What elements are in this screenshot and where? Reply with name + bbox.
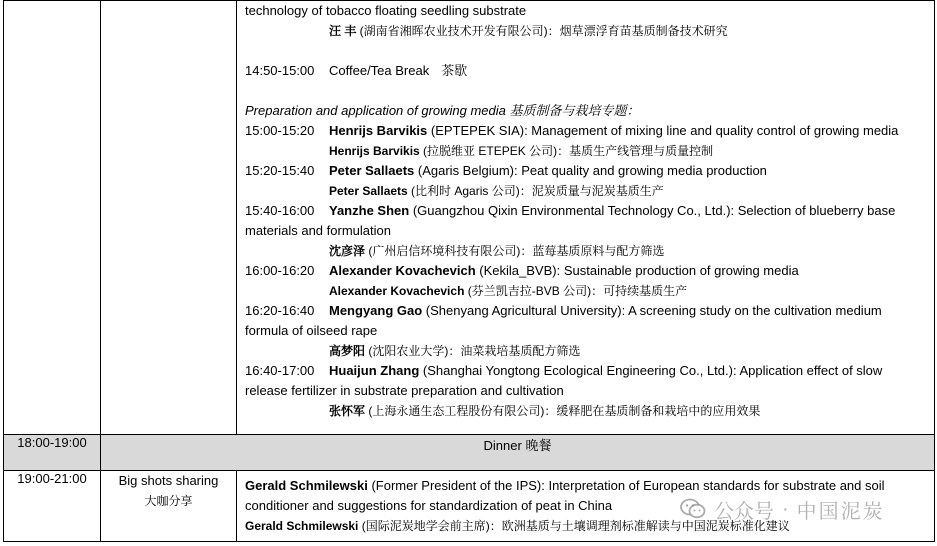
speaker-cn-name: Henrijs Barvikis (329, 144, 420, 158)
evening-topic (101, 471, 237, 542)
talk-title: (Guangzhou Qixin Environmental Technology Co., Ltd.): Selection of blueberry base (409, 203, 896, 218)
talk-title: (Shanghai Yongtong Ecological Engineering Co., Ltd.): Application effect of slow (419, 363, 883, 378)
watermark (680, 494, 885, 524)
break-label-cn: 茶歇 (441, 63, 468, 78)
speaker-name: Henrijs Barvikis (329, 123, 428, 138)
talk-cn-line (237, 241, 934, 261)
talk-time: 16:00-16:20 (245, 263, 315, 278)
session-row (4, 1, 935, 435)
talk-cn-title: (拉脱维亚 ETEPEK 公司)：基质生产线管理与质量控制 (419, 144, 714, 158)
talk-time: 16:40-17:00 (245, 363, 315, 378)
break-time: 14:50-15:00 (245, 63, 315, 78)
program-cell (237, 1, 935, 435)
talk-cn-title: (湖南省湘晖农业技术开发有限公司)：烟草漂浮育苗基质制备技术研究 (356, 24, 728, 38)
speaker-cn-name: 张怀军 (329, 404, 366, 418)
topic-cell-empty (101, 1, 237, 435)
dinner-time: 18:00-19:00 (4, 435, 101, 471)
talk-time: 15:40-16:00 (245, 203, 315, 218)
speaker-name: Huaijun Zhang (329, 363, 420, 378)
time-cell-empty (4, 1, 101, 435)
watermark-account: 公众号 (714, 500, 774, 523)
talk-cn-line (237, 181, 934, 201)
talk-title: (Former President of the IPS): Interpretation of European standards for substrate and soil (367, 478, 885, 493)
talk-cn-title: (上海永通生态工程股份有限公司)：缓释肥在基质制备和栽培中的应用效果 (365, 404, 761, 418)
talk-list (237, 121, 934, 421)
talk-title-continued: formula of oilseed rape (245, 323, 378, 338)
talk-title: (Kekila_BVB): Sustainable production of growing media (475, 263, 799, 278)
break-label: Coffee/Tea Break (329, 63, 430, 78)
dinner-row (4, 435, 935, 471)
session-title-text: Preparation and application of growing media 基质制备与栽培专题： (245, 103, 640, 118)
talk-title-continued: release fertilizer in substrate preparation and cultivation (245, 383, 564, 398)
talk-line (237, 361, 934, 381)
talk-time: 16:20-16:40 (245, 303, 315, 318)
evening-talk-line1 (237, 476, 934, 496)
evening-title-en: Big shots sharing (118, 473, 219, 488)
spacer (237, 41, 934, 61)
talk-cn-title: (沈阳农业大学)：油菜栽培基质配方筛选 (365, 344, 581, 358)
talk-cn-title: (国际泥炭地学会前主席)：欧洲基质与土壤调理剂标准解读与中国泥炭标准化建议 (358, 519, 790, 533)
talk-line (237, 261, 934, 281)
evening-time: 19:00-21:00 (4, 471, 101, 542)
speaker-name: Gerald Schmilewski (245, 478, 368, 493)
schedule-table (3, 0, 935, 542)
talk-line (237, 121, 934, 141)
talk-line (237, 301, 934, 321)
speaker-name: Yanzhe Shen (329, 203, 410, 218)
speaker-cn-name: 沈彦泽 (329, 244, 366, 258)
speaker-name: Peter Sallaets (329, 163, 415, 178)
speaker-cn-name: 高梦阳 (329, 344, 366, 358)
speaker-cn-name: 汪 丰 (329, 24, 357, 38)
evening-title-cn: 大咖分享 (144, 494, 193, 508)
talk-time: 15:00-15:20 (245, 123, 315, 138)
talk-cn-title: (广州启信环境科技有限公司)：蓝莓基质原料与配方筛选 (365, 244, 665, 258)
talk-line (237, 161, 934, 181)
talk-cn-line (237, 401, 934, 421)
talk-cn-line (237, 341, 934, 361)
evening-talk-line2: conditioner and suggestions for standardization of peat in China (245, 498, 613, 513)
speaker-cn-name: Gerald Schmilewski (245, 519, 359, 533)
talk-cn-line (237, 141, 934, 161)
speaker-cn-name: Peter Sallaets (329, 184, 408, 198)
break-line (237, 61, 934, 81)
talk-cn-title: (芬兰凯吉拉-BVB 公司)：可持续基质生产 (464, 284, 688, 298)
talk-line (237, 201, 934, 221)
talk-time: 15:20-15:40 (245, 163, 315, 178)
talk-cn-title: (比利时 Agaris 公司)：泥炭质量与泥炭基质生产 (407, 184, 664, 198)
talk-title: (Agaris Belgium): Peat quality and growing media production (414, 163, 767, 178)
speaker-cn-name: Alexander Kovachevich (329, 284, 465, 298)
talk-tail-cn (237, 21, 934, 41)
watermark-name: 中国泥炭 (796, 500, 885, 523)
talk-tail-line: technology of tobacco floating seedling substrate (245, 3, 527, 18)
talk-title-continued: materials and formulation (245, 223, 391, 238)
talk-title: (EPTEPEK SIA): Management of mixing line and quality control of growing media (427, 123, 899, 138)
spacer (237, 81, 934, 101)
speaker-name: Alexander Kovachevich (329, 263, 476, 278)
wechat-icon (680, 498, 706, 520)
session-title (237, 101, 934, 121)
talk-title: (Shenyang Agricultural University): A screening study on the cultivation medium (422, 303, 882, 318)
talk-cn-line (237, 281, 934, 301)
dinner-label: Dinner 晚餐 (101, 435, 935, 471)
watermark-separator: · (782, 497, 789, 520)
speaker-name: Mengyang Gao (329, 303, 423, 318)
